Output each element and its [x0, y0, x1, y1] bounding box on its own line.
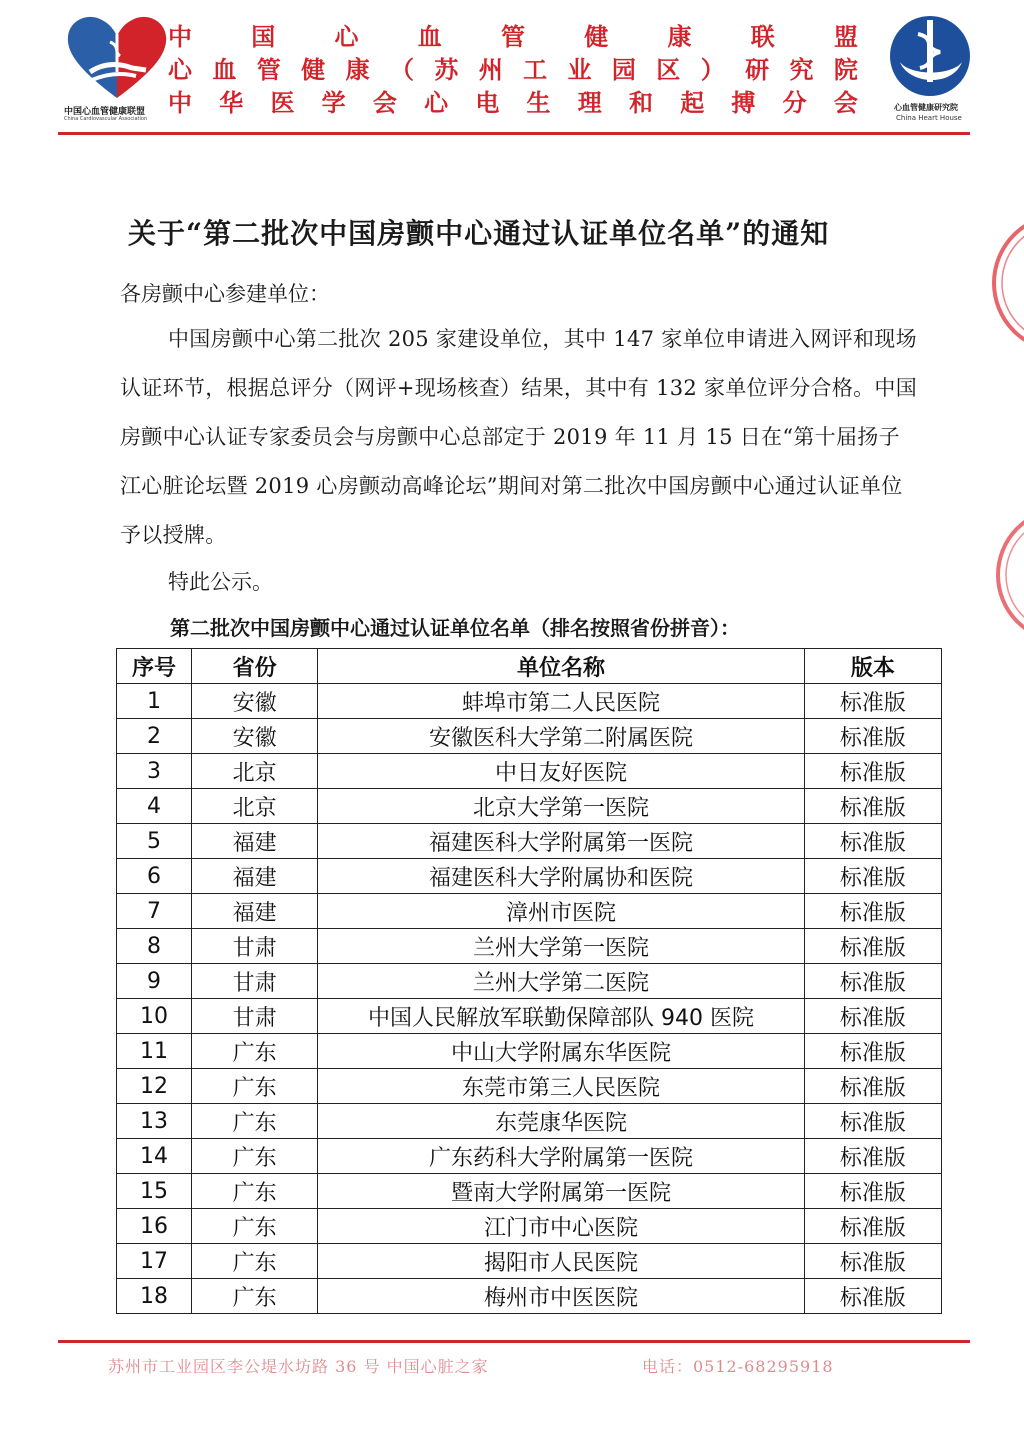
cell-province: 广东: [192, 1279, 318, 1314]
table-row: [117, 1174, 942, 1209]
cell-number: 16: [117, 1209, 192, 1244]
cell-number: 18: [117, 1279, 192, 1314]
cell-version: 标准版: [804, 1209, 941, 1244]
cell-unit-name: 蚌埠市第二人民医院: [318, 684, 805, 719]
cell-unit-name: 兰州大学第一医院: [318, 929, 805, 964]
cell-province: 甘肃: [192, 964, 318, 999]
cell-province: 广东: [192, 1034, 318, 1069]
cell-province: 甘肃: [192, 929, 318, 964]
cell-version: 标准版: [804, 684, 941, 719]
cell-number: 8: [117, 929, 192, 964]
cell-unit-name: 揭阳市人民医院: [318, 1244, 805, 1279]
header-unit-name: 单位名称: [318, 649, 805, 684]
cell-number: 13: [117, 1104, 192, 1139]
table-row: [117, 1034, 942, 1069]
cell-unit-name: 安徽医科大学第二附属医院: [318, 719, 805, 754]
cell-province: 广东: [192, 1174, 318, 1209]
cell-province: 广东: [192, 1069, 318, 1104]
cell-province: 广东: [192, 1209, 318, 1244]
cell-province: 广东: [192, 1104, 318, 1139]
body-paragraph: 中国房颤中心第二批次 205 家建设单位，其中 147 家单位申请进入网评和现场认证环节，根据总评分（网评+现场核查）结果，其中有 132 家单位评分合格。中国房颤中心认证专家委员会与房颤中心总部定于 2019 年 11 月 15 日在“第十届扬子江心脏论坛暨 2019 心房颤动高峰论坛”期间对第二批次中国房颤中心通过认证单位予以授牌。: [120, 327, 918, 547]
cell-version: 标准版: [804, 1069, 941, 1104]
table-row: [117, 859, 942, 894]
header-version: 版本: [804, 649, 941, 684]
heart-house-logo: [880, 10, 980, 120]
cell-version: 标准版: [804, 1174, 941, 1209]
cell-province: 北京: [192, 789, 318, 824]
table-row: [117, 1279, 942, 1314]
cell-number: 3: [117, 754, 192, 789]
official-seal: [974, 208, 1024, 358]
org-line: 心 血 管 健 康 （ 苏 州 工 业 园 区 ） 研 究 院: [168, 55, 858, 84]
cell-unit-name: 北京大学第一医院: [318, 789, 805, 824]
cell-version: 标准版: [804, 1104, 941, 1139]
cell-number: 4: [117, 789, 192, 824]
cell-number: 6: [117, 859, 192, 894]
cell-version: 标准版: [804, 719, 941, 754]
cell-number: 5: [117, 824, 192, 859]
heart-house-caption: 心血管健康研究院: [894, 103, 958, 112]
list-caption: 第二批次中国房颤中心通过认证单位名单（排名按照省份拼音）：: [170, 616, 740, 640]
cell-unit-name: 福建医科大学附属第一医院: [318, 824, 805, 859]
cell-province: 广东: [192, 1139, 318, 1174]
table-row: [117, 894, 942, 929]
alliance-logo-subcaption: China Cardiovascular Association: [64, 116, 148, 122]
cell-version: 标准版: [804, 1279, 941, 1314]
cell-version: 标准版: [804, 789, 941, 824]
cell-version: 标准版: [804, 999, 941, 1034]
closing-line: 特此公示。: [168, 570, 273, 594]
seal-icon: [974, 500, 1024, 650]
heart-hands-icon: [62, 10, 172, 104]
cell-version: 标准版: [804, 964, 941, 999]
cell-number: 12: [117, 1069, 192, 1104]
cell-version: 标准版: [804, 1244, 941, 1279]
cell-province: 福建: [192, 824, 318, 859]
caduceus-logo-icon: [880, 10, 980, 102]
header-divider: [58, 132, 970, 135]
cell-version: 标准版: [804, 1139, 941, 1174]
cell-unit-name: 兰州大学第二医院: [318, 964, 805, 999]
footer-address: 苏州市工业园区李公堤水坊路 36 号 中国心脏之家: [108, 1357, 489, 1376]
cell-unit-name: 广东药科大学附属第一医院: [318, 1139, 805, 1174]
heart-house-subcaption: China Heart House: [896, 114, 962, 122]
alliance-logo: [62, 10, 172, 122]
table-row: [117, 1104, 942, 1139]
table-row: [117, 1069, 942, 1104]
cell-unit-name: 福建医科大学附属协和医院: [318, 859, 805, 894]
cell-version: 标准版: [804, 894, 941, 929]
footer-divider: [58, 1340, 970, 1343]
organization-names: [168, 20, 858, 119]
cell-version: 标准版: [804, 754, 941, 789]
cell-unit-name: 中日友好医院: [318, 754, 805, 789]
cell-number: 15: [117, 1174, 192, 1209]
cell-number: 14: [117, 1139, 192, 1174]
cell-number: 17: [117, 1244, 192, 1279]
cell-number: 1: [117, 684, 192, 719]
table-row: [117, 964, 942, 999]
cell-version: 标准版: [804, 1034, 941, 1069]
cell-unit-name: 中山大学附属东华医院: [318, 1034, 805, 1069]
cell-version: 标准版: [804, 929, 941, 964]
table-row: [117, 789, 942, 824]
table-row: [117, 999, 942, 1034]
org-line: 中 国 心 血 管 健 康 联 盟: [168, 22, 858, 51]
cell-unit-name: 梅州市中医医院: [318, 1279, 805, 1314]
cell-unit-name: 东莞康华医院: [318, 1104, 805, 1139]
cell-province: 甘肃: [192, 999, 318, 1034]
table-row: [117, 929, 942, 964]
table-row: [117, 824, 942, 859]
alliance-logo-caption: 中国心血管健康联盟: [64, 107, 146, 117]
header-province: 省份: [192, 649, 318, 684]
cell-province: 广东: [192, 1244, 318, 1279]
cell-province: 北京: [192, 754, 318, 789]
cell-number: 11: [117, 1034, 192, 1069]
org-line: 中 华 医 学 会 心 电 生 理 和 起 搏 分 会: [168, 88, 858, 117]
cell-number: 9: [117, 964, 192, 999]
table-row: [117, 1139, 942, 1174]
footer-phone: 电话：0512-68295918: [642, 1357, 834, 1376]
salutation: 各房颤中心参建单位：: [120, 282, 330, 306]
cell-unit-name: 暨南大学附属第一医院: [318, 1174, 805, 1209]
cell-province: 安徽: [192, 719, 318, 754]
table-row: [117, 1209, 942, 1244]
cell-unit-name: 东莞市第三人民医院: [318, 1069, 805, 1104]
table-body: [117, 684, 942, 1314]
cell-number: 10: [117, 999, 192, 1034]
official-seal: [974, 500, 1024, 650]
cell-province: 安徽: [192, 684, 318, 719]
table-row: [117, 719, 942, 754]
cell-version: 标准版: [804, 859, 941, 894]
cell-number: 2: [117, 719, 192, 754]
cell-unit-name: 中国人民解放军联勤保障部队 940 医院: [318, 999, 805, 1034]
header-number: 序号: [117, 649, 192, 684]
cell-province: 福建: [192, 859, 318, 894]
table-row: [117, 754, 942, 789]
table-header-row: [117, 649, 942, 684]
certified-units-table: [116, 648, 942, 1314]
cell-province: 福建: [192, 894, 318, 929]
cell-unit-name: 江门市中心医院: [318, 1209, 805, 1244]
table-row: [117, 684, 942, 719]
cell-version: 标准版: [804, 824, 941, 859]
table-row: [117, 1244, 942, 1279]
cell-unit-name: 漳州市医院: [318, 894, 805, 929]
document-title: 关于“第二批次中国房颤中心通过认证单位名单”的通知: [128, 217, 830, 250]
cell-number: 7: [117, 894, 192, 929]
seal-icon: [974, 208, 1024, 358]
